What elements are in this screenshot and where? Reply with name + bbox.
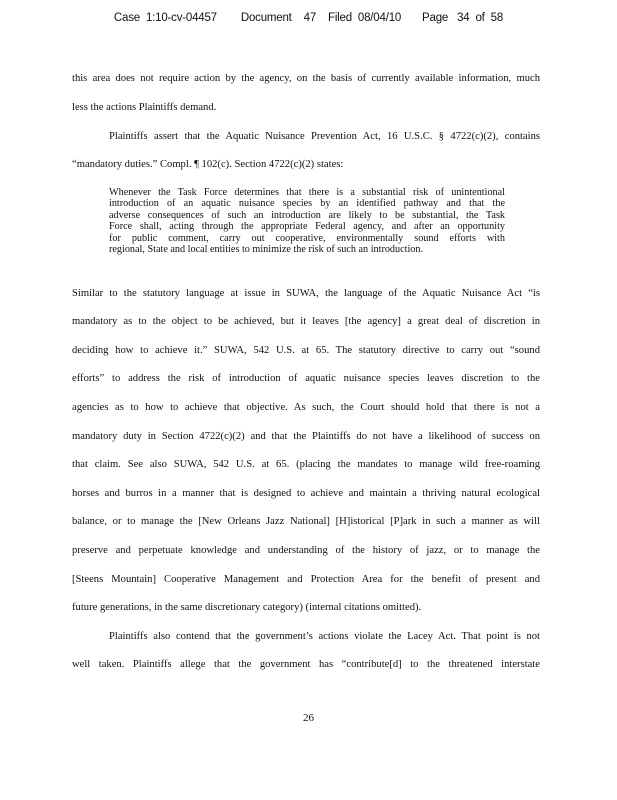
body-line: horses and burros in a manner that is designed to achieve and maintain a thriving natural ecological (72, 488, 540, 499)
body-line: less the actions Plaintiffs demand. (72, 102, 217, 113)
block-quote-line: for public comment, carry out cooperative, environmentally sound efforts with (109, 233, 505, 244)
body-line: balance, or to manage the [New Orleans Jazz National] [H]istorical [P]ark in such a manner as will (72, 516, 540, 527)
body-line: preserve and perpetuate knowledge and understanding of the history of jazz, or to manage the (72, 545, 540, 556)
body-line: that claim. See also SUWA, 542 U.S. at 65. (placing the mandates to manage wild free-roaming (72, 459, 540, 470)
body-line: agencies as to how to achieve that objective. As such, the Court should hold that there is not a (72, 402, 540, 413)
body-line: Similar to the statutory language at issue in SUWA, the language of the Aquatic Nuisance Act “is (72, 288, 540, 299)
body-line: mandatory as to the object to be achieved, but it leaves [the agency] a great deal of discretion in (72, 316, 540, 327)
block-quote-line: adverse consequences of such an introduction are likely to be substantial, the Task (109, 210, 505, 221)
block-quote-line: Force shall, acting through the appropriate Federal agency, and after an opportunity (109, 221, 505, 232)
block-quote-line: Whenever the Task Force determines that there is a substantial risk of unintentional (109, 187, 505, 198)
body-line: efforts” to address the risk of introduction of aquatic nuisance species leaves discretion to the (72, 373, 540, 384)
block-quote-line: regional, State and local entities to minimize the risk of such an introduction. (109, 244, 424, 255)
body-line: [Steens Mountain] Cooperative Management and Protection Area for the benefit of present and (72, 574, 540, 585)
body-line: well taken. Plaintiffs allege that the government has “contribute[d] to the threatened interstate (72, 659, 540, 670)
body-line: future generations, in the same discretionary category) (internal citations omitted). (72, 602, 422, 613)
body-line: Plaintiffs also contend that the government’s actions violate the Lacey Act. That point is not (109, 631, 540, 642)
case-header: Case 1:10-cv-04457 Document 47 Filed 08/04/10 Page 34 of 58 (113, 12, 504, 24)
body-line: deciding how to achieve it.” SUWA, 542 U.S. at 65. The statutory directive to carry out “sound (72, 345, 540, 356)
body-line: this area does not require action by the agency, on the basis of currently available information, much (72, 73, 540, 84)
page-number: 26 (303, 712, 314, 724)
body-line: Plaintiffs assert that the Aquatic Nuisance Prevention Act, 16 U.S.C. § 4722(c)(2), contains (109, 131, 540, 142)
block-quote-line: introduction of an aquatic nuisance species by an identified pathway and that the (109, 198, 505, 209)
body-line: mandatory duty in Section 4722(c)(2) and that the Plaintiffs do not have a likelihood of success on (72, 431, 540, 442)
body-line: “mandatory duties.” Compl. ¶ 102(c). Section 4722(c)(2) states: (72, 159, 344, 170)
